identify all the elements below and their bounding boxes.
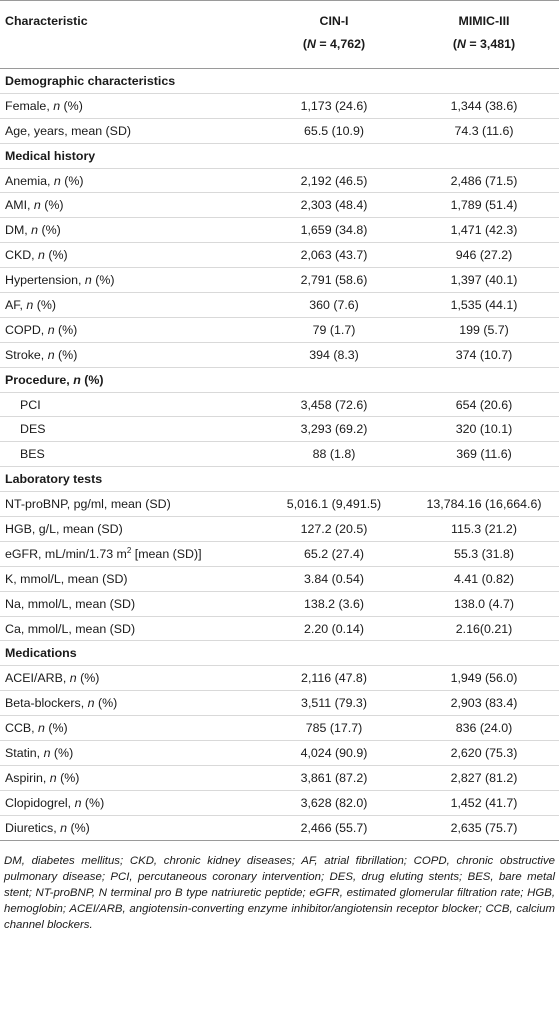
table-row [0, 243, 559, 268]
mimic-value: 369 (11.6) [409, 442, 559, 467]
row-label: Statin, n (%) [0, 741, 259, 766]
cin-value: 2,063 (43.7) [259, 243, 409, 268]
table-row [0, 591, 559, 616]
mimic-value: 1,452 (41.7) [409, 790, 559, 815]
section-label: Procedure, n (%) [0, 367, 559, 392]
row-label: Female, n (%) [0, 93, 259, 118]
mimic-value: 115.3 (21.2) [409, 517, 559, 542]
header-spacer [0, 37, 259, 69]
mimic-value: 1,471 (42.3) [409, 218, 559, 243]
section-row [0, 641, 559, 666]
cin-value: 3,628 (82.0) [259, 790, 409, 815]
cin-value: 79 (1.7) [259, 317, 409, 342]
cin-value: 2,466 (55.7) [259, 815, 409, 840]
cin-value: 360 (7.6) [259, 293, 409, 318]
mimic-value: 2,827 (81.2) [409, 765, 559, 790]
table-row [0, 118, 559, 143]
mimic-value: 836 (24.0) [409, 716, 559, 741]
cin-value: 3,511 (79.3) [259, 691, 409, 716]
table-row [0, 93, 559, 118]
row-label: NT-proBNP, pg/ml, mean (SD) [0, 492, 259, 517]
mimic-value: 2,635 (75.7) [409, 815, 559, 840]
row-label: CKD, n (%) [0, 243, 259, 268]
table-row [0, 442, 559, 467]
cin-value: 785 (17.7) [259, 716, 409, 741]
cin-value: 1,659 (34.8) [259, 218, 409, 243]
section-label: Laboratory tests [0, 467, 559, 492]
table-row [0, 666, 559, 691]
mimic-value: 55.3 (31.8) [409, 541, 559, 566]
mimic-value: 1,344 (38.6) [409, 93, 559, 118]
header-characteristic: Characteristic [5, 14, 88, 28]
table-footnote: DM, diabetes mellitus; CKD, chronic kidney diseases; AF, atrial fibrillation; COPD, chronic obstructive pulmonary disease; PCI, percutaneous coronary intervention; DES, drug eluting stents; BES, bare metal stent; NT-proBNP, N terminal pro B type natriuretic peptide; eGFR, estimated glomerular filtration rate; HGB, hemoglobin; ACEI/ARB, angiotensin-converting enzyme inhibitor/angiotensin receptor blocker; CCB, calcium channel blockers. [4, 854, 555, 932]
mimic-value: 1,397 (40.1) [409, 268, 559, 293]
section-row [0, 143, 559, 168]
cin-value: 3,458 (72.6) [259, 392, 409, 417]
mimic-value: 4.41 (0.82) [409, 566, 559, 591]
table-row [0, 765, 559, 790]
cin-value: 1,173 (24.6) [259, 93, 409, 118]
table-row [0, 815, 559, 840]
table-row [0, 691, 559, 716]
mimic-value: 2,486 (71.5) [409, 168, 559, 193]
table-row [0, 268, 559, 293]
cin-value: 2.20 (0.14) [259, 616, 409, 641]
mimic-value: 1,949 (56.0) [409, 666, 559, 691]
mimic-value: 1,535 (44.1) [409, 293, 559, 318]
table-row [0, 716, 559, 741]
cin-value: 3,293 (69.2) [259, 417, 409, 442]
row-label: PCI [0, 392, 259, 417]
cin-value: 65.5 (10.9) [259, 118, 409, 143]
row-label: Age, years, mean (SD) [0, 118, 259, 143]
mimic-value: 2.16(0.21) [409, 616, 559, 641]
table-row [0, 218, 559, 243]
mimic-value: 138.0 (4.7) [409, 591, 559, 616]
table-row [0, 492, 559, 517]
row-label: ACEI/ARB, n (%) [0, 666, 259, 691]
row-label: Clopidogrel, n (%) [0, 790, 259, 815]
cin-value: 2,303 (48.4) [259, 193, 409, 218]
mimic-value: 946 (27.2) [409, 243, 559, 268]
section-row [0, 467, 559, 492]
table-row [0, 417, 559, 442]
table-row [0, 168, 559, 193]
table-row [0, 293, 559, 318]
row-label: Beta-blockers, n (%) [0, 691, 259, 716]
table-row [0, 193, 559, 218]
section-label: Medications [0, 641, 559, 666]
mimic-value: 320 (10.1) [409, 417, 559, 442]
mimic-value: 13,784.16 (16,664.6) [409, 492, 559, 517]
cin-value: 88 (1.8) [259, 442, 409, 467]
mimic-value: 654 (20.6) [409, 392, 559, 417]
cin-value: 5,016.1 (9,491.5) [259, 492, 409, 517]
header-mimic-n: (N = 3,481) [409, 37, 559, 69]
row-label: Hypertension, n (%) [0, 268, 259, 293]
section-row [0, 69, 559, 94]
header-cin-name: CIN-I [319, 14, 349, 28]
cin-value: 2,192 (46.5) [259, 168, 409, 193]
row-label: COPD, n (%) [0, 317, 259, 342]
row-label: CCB, n (%) [0, 716, 259, 741]
header-mimic-name: MIMIC-III [458, 14, 510, 28]
table-row [0, 616, 559, 641]
cin-value: 394 (8.3) [259, 342, 409, 367]
cin-value: 65.2 (27.4) [259, 541, 409, 566]
table-row [0, 790, 559, 815]
section-label: Demographic characteristics [0, 69, 559, 94]
row-label: BES [0, 442, 259, 467]
table-row [0, 392, 559, 417]
header-cin-n: (N = 4,762) [259, 37, 409, 69]
mimic-value: 2,620 (75.3) [409, 741, 559, 766]
cin-value: 2,116 (47.8) [259, 666, 409, 691]
section-row [0, 367, 559, 392]
row-label: Stroke, n (%) [0, 342, 259, 367]
table-row [0, 317, 559, 342]
mimic-value: 1,789 (51.4) [409, 193, 559, 218]
cin-value: 3,861 (87.2) [259, 765, 409, 790]
row-label: HGB, g/L, mean (SD) [0, 517, 259, 542]
cin-value: 138.2 (3.6) [259, 591, 409, 616]
row-label: Ca, mmol/L, mean (SD) [0, 616, 259, 641]
table-row [0, 566, 559, 591]
row-label: DES [0, 417, 259, 442]
row-label: AF, n (%) [0, 293, 259, 318]
table-row [0, 342, 559, 367]
table-header [0, 1, 559, 69]
row-label: Na, mmol/L, mean (SD) [0, 591, 259, 616]
cin-value: 4,024 (90.9) [259, 741, 409, 766]
table-row [0, 741, 559, 766]
row-label: eGFR, mL/min/1.73 $m^2$ [mean (SD)] [0, 541, 259, 566]
mimic-value: 199 (5.7) [409, 317, 559, 342]
cin-value: 3.84 (0.54) [259, 566, 409, 591]
table-body [0, 69, 559, 841]
cin-value: 127.2 (20.5) [259, 517, 409, 542]
mimic-value: 74.3 (11.6) [409, 118, 559, 143]
mimic-value: 2,903 (83.4) [409, 691, 559, 716]
row-label: Anemia, n (%) [0, 168, 259, 193]
row-label: Diuretics, n (%) [0, 815, 259, 840]
mimic-value: 374 (10.7) [409, 342, 559, 367]
row-label: DM, n (%) [0, 218, 259, 243]
row-label: K, mmol/L, mean (SD) [0, 566, 259, 591]
section-label: Medical history [0, 143, 559, 168]
cin-value: 2,791 (58.6) [259, 268, 409, 293]
table-row [0, 517, 559, 542]
row-label: AMI, n (%) [0, 193, 259, 218]
table-row [0, 541, 559, 566]
row-label: Aspirin, n (%) [0, 765, 259, 790]
